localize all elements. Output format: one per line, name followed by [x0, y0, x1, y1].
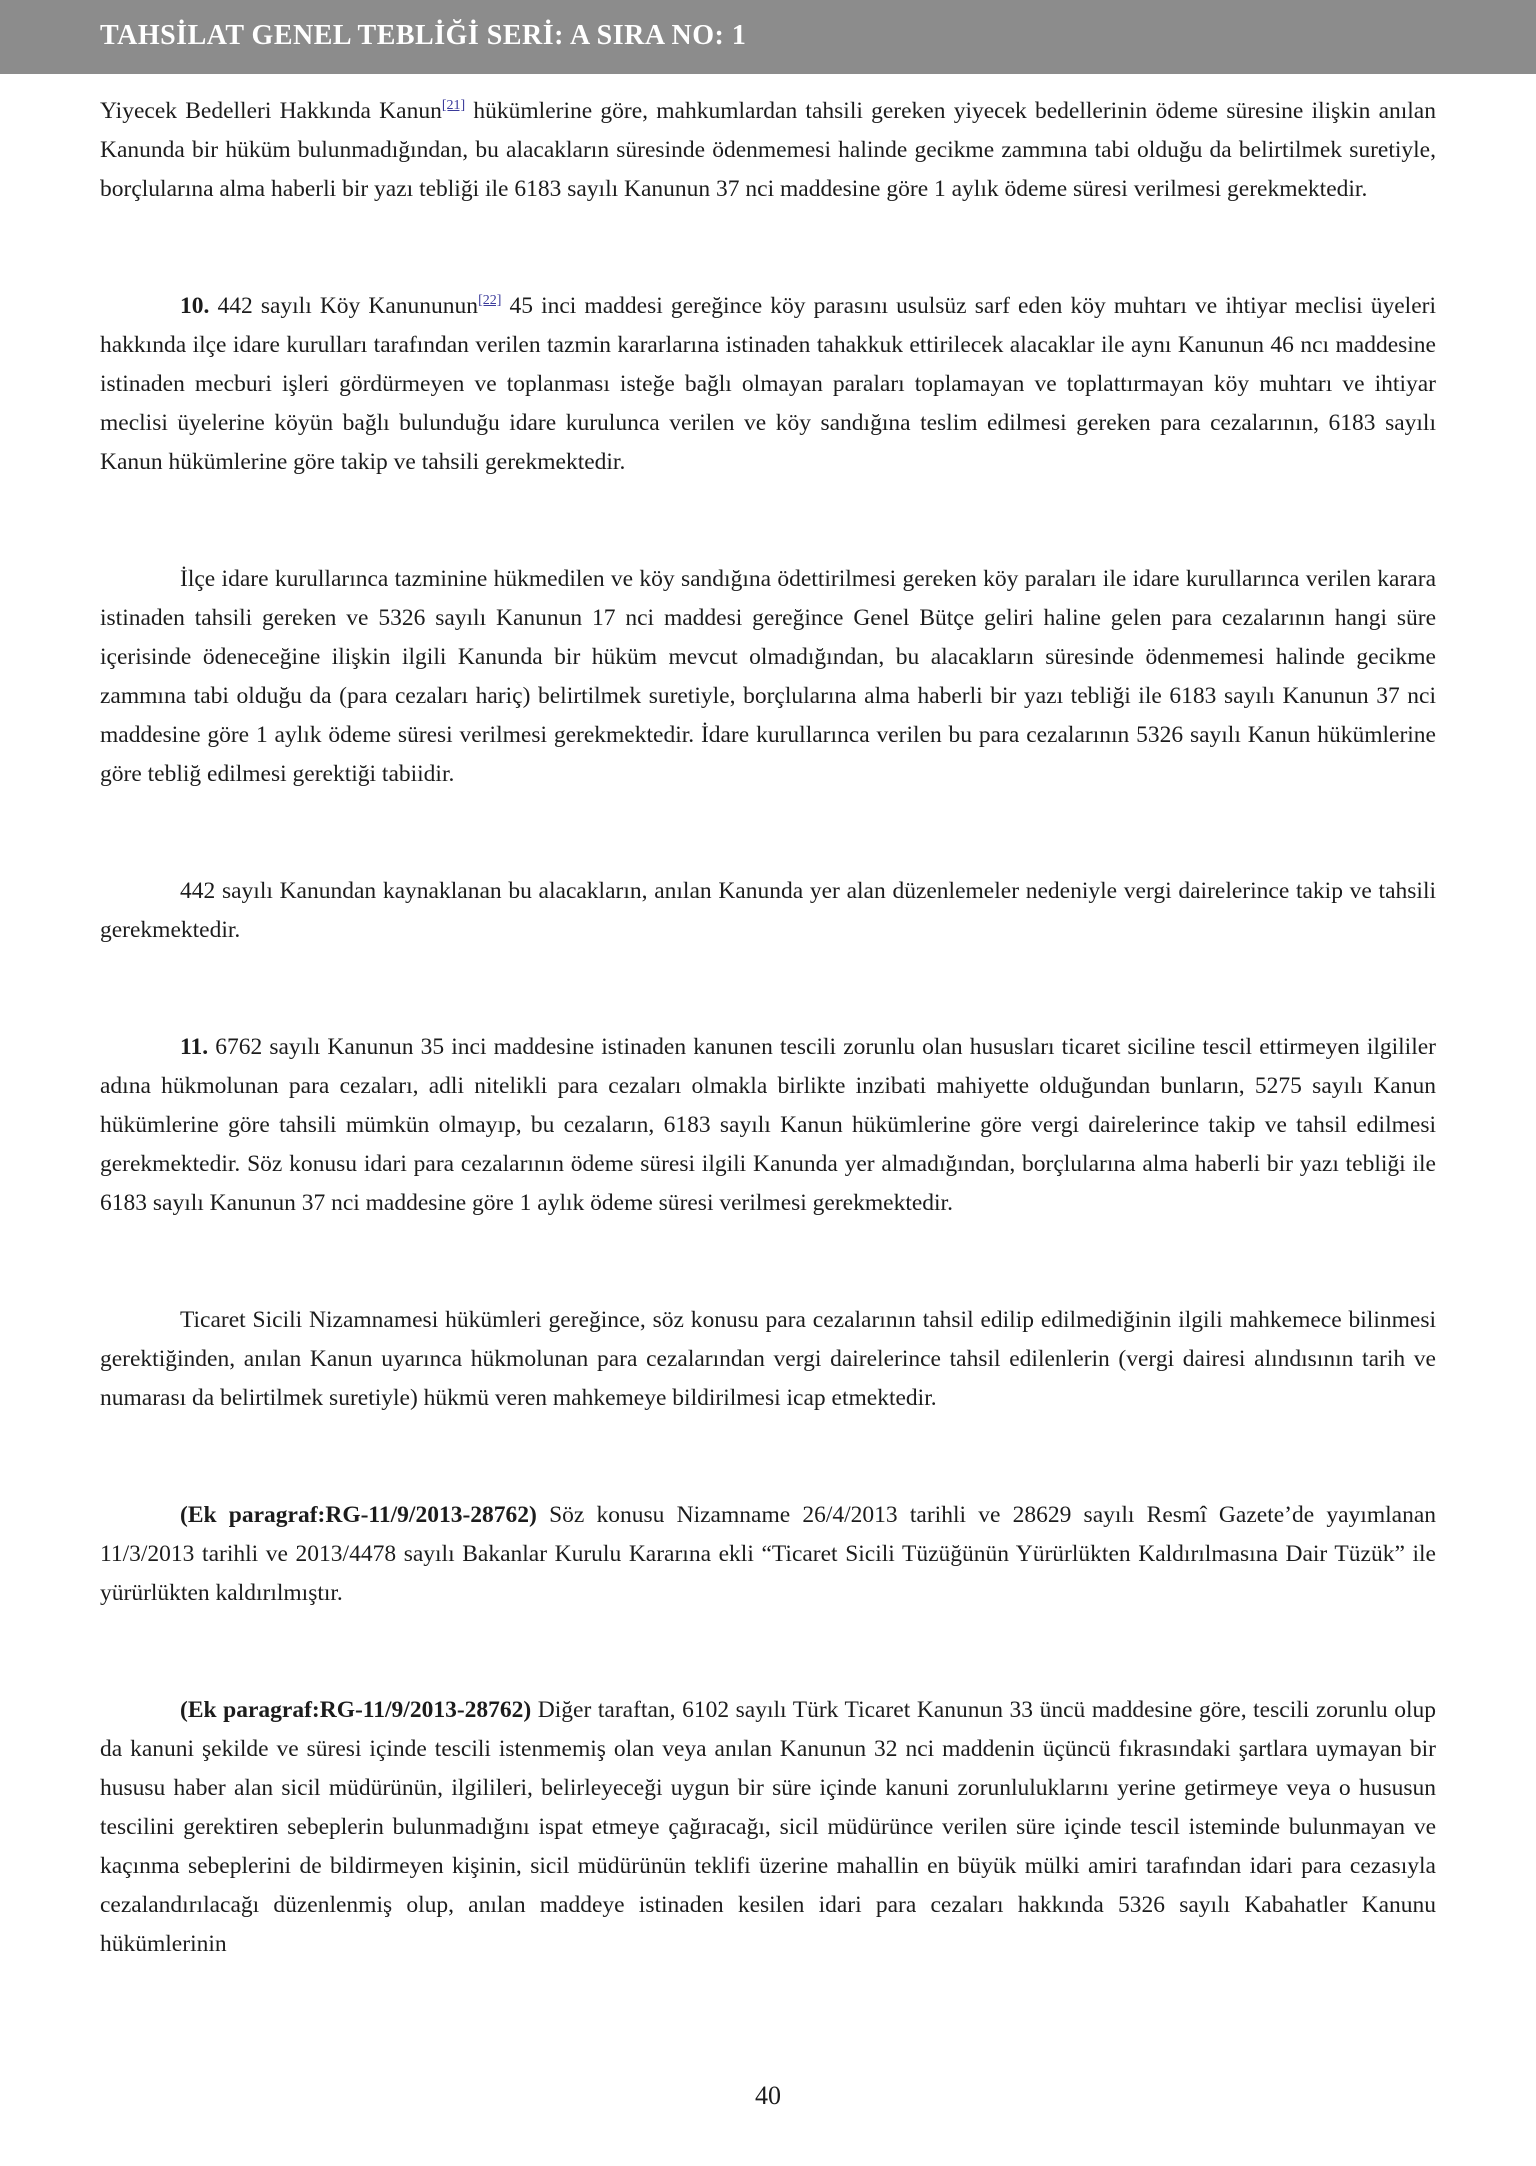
- paragraph-spacer: [100, 950, 1436, 1028]
- paragraph-442-sayili: [100, 872, 1436, 950]
- paragraph-yiyecek-bedelleri: [100, 92, 1436, 209]
- paragraph-text: Söz konusu Nizamname 26/4/2013 tarihli ve 28629 sayılı Resmî Gazete’de yayımlanan 11/3/2013 tarihli ve 2013/4478 sayılı Bakanlar Kurulu Kararına ekli “Ticaret Sicili Tüzüğünün Yürürlükten Kaldırılmasına Dair Tüzük” ile yürürlükten kaldırılmıştır.: [100, 1502, 1436, 1606]
- paragraph-ilce-idare: [100, 560, 1436, 794]
- paragraph-text: hükümlerine göre, mahkumlardan tahsili gereken yiyecek bedellerinin ödeme süresine ilişkin anılan Kanunda bir hüküm bulunmadığından, bu alacakların süresinde ödenmemesi halinde gecikme zammına tabi olduğu da belirtilmek suretiyle, borçlularına alma haberli bir yazı tebliği ile 6183 sayılı Kanunun 37 nci maddesine göre 1 aylık ödeme süresi verilmesi gerekmektedir.: [100, 98, 1436, 202]
- item-number: 10.: [180, 293, 210, 319]
- document-title: TAHSİLAT GENEL TEBLİĞİ SERİ: A SIRA NO: 1: [100, 20, 747, 51]
- paragraph-text: 442 sayılı Köy Kanununun: [209, 293, 479, 319]
- paragraph-ticaret-sicili: [100, 1301, 1436, 1418]
- paragraph-spacer: [100, 1613, 1436, 1691]
- amendment-label: (Ek paragraf:RG-11/9/2013-28762): [180, 1502, 537, 1528]
- paragraph-text: 6762 sayılı Kanunun 35 inci maddesine istinaden kanunen tescili zorunlu olan hususları ticaret siciline tescil ettirmeyen ilgililer adına hükmolunan para cezaları, adli nitelikli para cezaları olmakla birlikte inzibati mahiyette olduğundan bunların, 5275 sayılı Kanun hükümlerine göre tahsili mümkün olmayıp, bu cezaların, 6183 sayılı Kanun hükümlerine göre vergi dairelerince takip ve tahsil edilmesi gerekmektedir. Söz konusu idari para cezalarının ödeme süresi ilgili Kanunda yer almadığından, borçlularına alma haberli bir yazı tebliği ile 6183 sayılı Kanunun 37 nci maddesine göre 1 aylık ödeme süresi verilmesi gerekmektedir.: [100, 1034, 1436, 1216]
- header-bar: [0, 0, 1536, 74]
- paragraph-spacer: [100, 1223, 1436, 1301]
- paragraph-text: 442 sayılı Kanundan kaynaklanan bu alacakların, anılan Kanunda yer alan düzenlemeler nedeniyle vergi dairelerince takip ve tahsili gerekmektedir.: [100, 878, 1436, 943]
- paragraph-item-11: [100, 1028, 1436, 1223]
- paragraph-text: Yiyecek Bedelleri Hakkında Kanun: [100, 98, 442, 124]
- item-number: 11.: [180, 1034, 209, 1060]
- paragraph-item-10: [100, 287, 1436, 482]
- document-body: [100, 92, 1436, 1964]
- paragraph-ek-paragraf-1: [100, 1496, 1436, 1613]
- page-number: 40: [755, 2081, 781, 2110]
- paragraph-text: 45 inci maddesi gereğince köy parasını usulsüz sarf eden köy muhtarı ve ihtiyar meclisi üyeleri hakkında ilçe idare kurulları tarafından verilen tazmin kararlarına istinaden tahakkuk ettirilecek alacaklar ile aynı Kanunun 46 ncı maddesine istinaden mecburi işleri gördürmeyen ve toplanması isteğe bağlı olmayan paraları toplamayan ve toplattırmayan köy muhtarı ve ihtiyar meclisi üyelerine köyün bağlı bulunduğu idare kurulunca verilen ve köy sandığına teslim edilmesi gereken para cezalarının, 6183 sayılı Kanun hükümlerine göre takip ve tahsili gerekmektedir.: [100, 293, 1436, 475]
- paragraph-text: İlçe idare kurullarınca tazminine hükmedilen ve köy sandığına ödettirilmesi gereken köy paraları ile idare kurullarınca verilen karara istinaden tahsili gereken ve 5326 sayılı Kanunun 17 nci maddesi gereğince Genel Bütçe geliri haline gelen para cezalarının hangi süre içerisinde ödeneceğine ilişkin ilgili Kanunda bir hüküm mevcut olmadığından, bu alacakların süresinde ödenmemesi halinde gecikme zammına tabi olduğu da (para cezaları hariç) belirtilmek suretiyle, borçlularına alma haberli bir yazı tebliği ile 6183 sayılı Kanunun 37 nci maddesine göre 1 aylık ödeme süresi verilmesi gerekmektedir. İdare kurullarınca verilen bu para cezalarının 5326 sayılı Kanun hükümlerine göre tebliğ edilmesi gerektiği tabiidir.: [100, 566, 1436, 787]
- paragraph-spacer: [100, 794, 1436, 872]
- footnote-link-21[interactable]: [21]: [441, 98, 466, 114]
- paragraph-spacer: [100, 209, 1436, 287]
- paragraph-spacer: [100, 1418, 1436, 1496]
- paragraph-spacer: [100, 482, 1436, 560]
- paragraph-ek-paragraf-2: [100, 1691, 1436, 1964]
- paragraph-text: Diğer taraftan, 6102 sayılı Türk Ticaret Kanunun 33 üncü maddesine göre, tescili zorunlu olup da kanuni şekilde ve süresi içinde tescili istenmemiş olan veya anılan Kanunun 32 nci maddenin üçüncü fıkrasındaki şartlara uymayan bir hususu haber alan sicil müdürünün, ilgilileri, belirleyeceği uygun bir süre içinde kanuni zorunluluklarını yerine getirmeye veya o hususun tescilini gerektiren sebeplerin bulunmadığını ispat etmeye çağıracağı, sicil müdürünce verilen süre içinde tescil isteminde bulunmayan ve kaçınma sebeplerini de bildirmeyen kişinin, sicil müdürünün teklifi üzerine mahallin en büyük mülki amiri tarafından idari para cezasıyla cezalandırılacağı düzenlenmiş olup, anılan maddeye istinaden kesilen idari para cezaları hakkında 5326 sayılı Kabahatler Kanunu hükümlerinin: [100, 1697, 1436, 1957]
- footnote-link-22[interactable]: [22]: [478, 293, 502, 309]
- amendment-label: (Ek paragraf:RG-11/9/2013-28762): [180, 1697, 532, 1723]
- paragraph-text: Ticaret Sicili Nizamnamesi hükümleri gereğince, söz konusu para cezalarının tahsil edilip edilmediğinin ilgili mahkemece bilinmesi gerektiğinden, anılan Kanun uyarınca hükmolunan para cezalarından vergi dairelerince tahsil edilenlerin (vergi dairesi alındısının tarih ve numarası da belirtilmek suretiyle) hükmü veren mahkemeye bildirilmesi icap etmektedir.: [100, 1307, 1436, 1411]
